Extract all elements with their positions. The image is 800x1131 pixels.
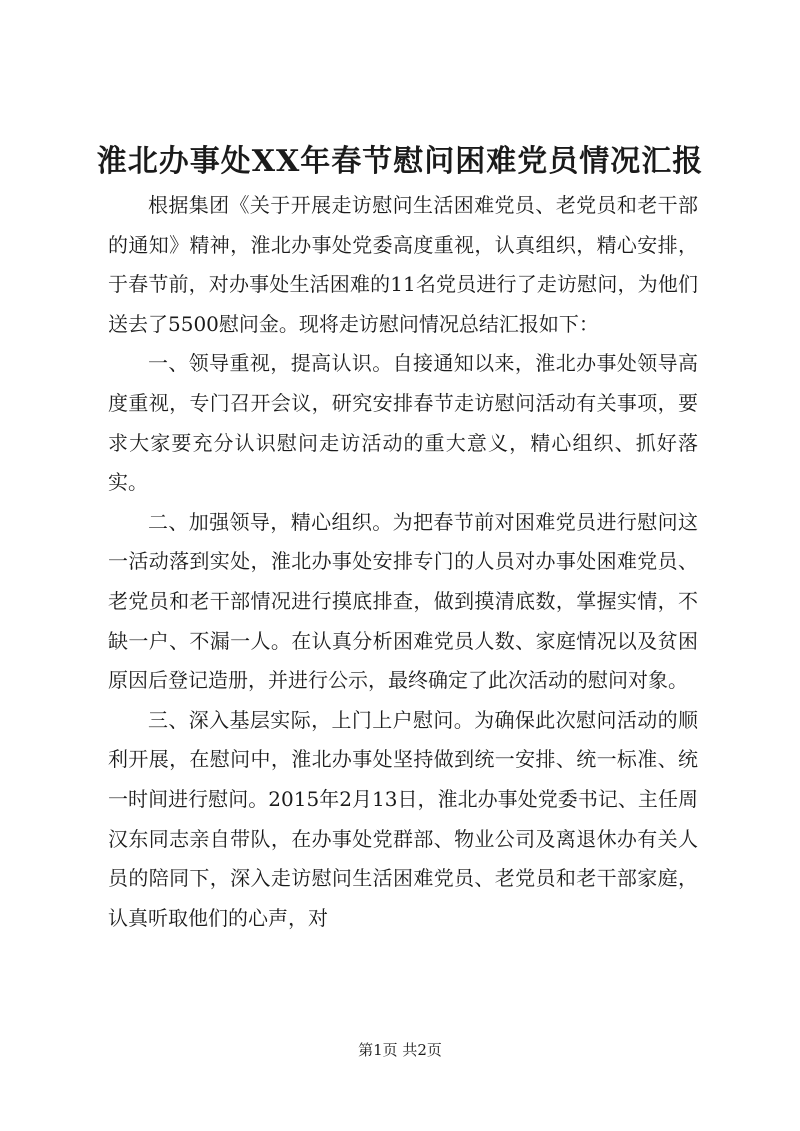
document-body [108,186,698,938]
document-title: 淮北办事处XX年春节慰问困难党员情况汇报 [96,144,704,179]
paragraph-intro: 根据集团《关于开展走访慰问生活困难党员、老党员和老干部的通知》精神，淮北办事处党委高度重视，认真组织，精心安排，于春节前，对办事处生活困难的11名党员进行了走访慰问，为他们送去了5500慰问金。现将走访慰问情况总结汇报如下： [108,193,698,336]
paragraph-section-3: 三、深入基层实际，上门上户慰问。为确保此次慰问活动的顺利开展，在慰问中，淮北办事处坚持做到统一安排、统一标准、统一时间进行慰问。2015年2月13日，淮北办事处党委书记、主任周汉东同志亲自带队，在办事处党群部、物业公司及离退休办有关人员的陪同下，深入走访慰问生活困难党员、老党员和老干部家庭，认真听取他们的心声，对 [108,707,698,930]
paragraph-section-1: 一、领导重视，提高认识。自接通知以来，淮北办事处领导高度重视，专门召开会议，研究安排春节走访慰问活动有关事项，要求大家要充分认识慰问走访活动的重大意义，精心组织、抓好落实。 [108,351,698,495]
paragraph-section-2: 二、加强领导，精心组织。为把春节前对困难党员进行慰问这一活动落到实处，淮北办事处安排专门的人员对办事处困难党员、老党员和老干部情况进行摸底排查，做到摸清底数，掌握实情，不缺一户、不漏一人。在认真分析困难党员人数、家庭情况以及贫困原因后登记造册，并进行公示，最终确定了此次活动的慰问对象。 [108,509,698,693]
page-footer: 第1页 共2页 [358,1041,442,1059]
